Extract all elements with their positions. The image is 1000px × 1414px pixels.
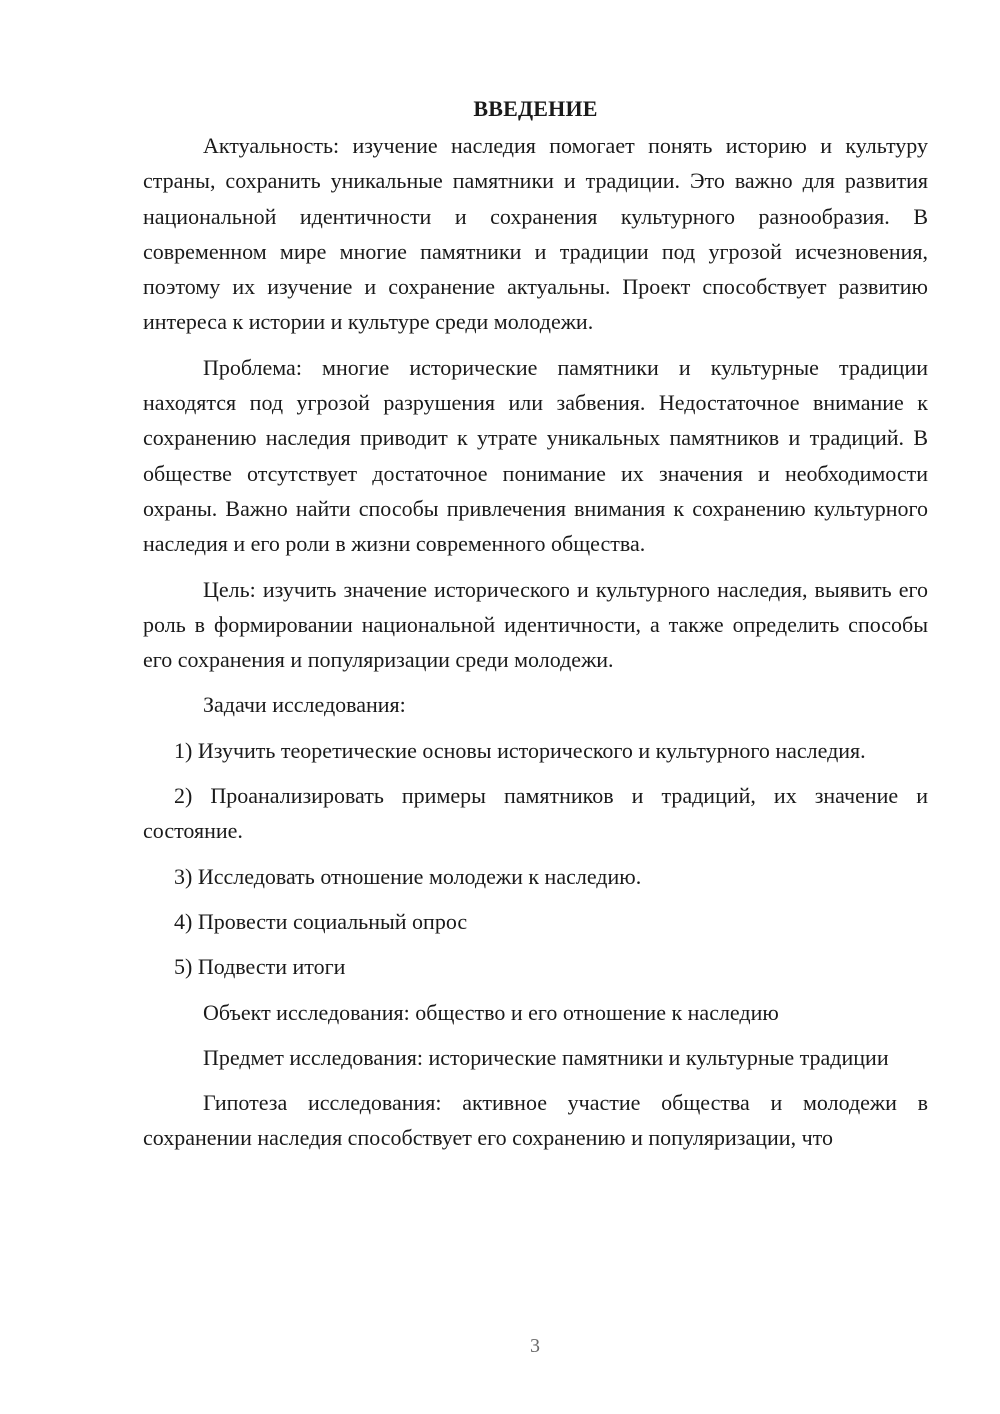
problem-paragraph: Проблема: многие исторические памятники и культурные традиции находятся под угрозой разрушения или забвения. Недостаточное внимание к сохранению наследия приводит к утрате уникальных памятников и традиций. В обществе отсутствует достаточное понимание их значения и необходимости охраны. Важно найти способы привлечения внимания к сохранению культурного наследия и его роли в жизни современного общества.: [143, 354, 928, 557]
tasks-list: [143, 733, 928, 985]
task-item: 4) Провести социальный опрос: [174, 908, 468, 934]
tasks-heading: Задачи исследования:: [203, 692, 406, 718]
task-item: 3) Исследовать отношение молодежи к наследию.: [174, 863, 642, 889]
research-subject-paragraph: Предмет исследования: исторические памятники и культурные традиции: [203, 1044, 889, 1070]
research-object-paragraph: Объект исследования: общество и его отношение к наследию: [203, 999, 779, 1025]
goal-paragraph: Цель: изучить значение исторического и культурного наследия, выявить его роль в формировании национальной идентичности, а также определить способы его сохранения и популяризации среди молодежи.: [143, 576, 928, 673]
page-body: [143, 94, 928, 1166]
task-item: 2) Проанализировать примеры памятников и традиций, их значение и состояние.: [143, 783, 928, 844]
section-heading: ВВЕДЕНИЕ: [473, 96, 598, 121]
task-item: 1) Изучить теоретические основы исторического и культурного наследия.: [174, 737, 866, 763]
hypothesis-paragraph: Гипотеза исследования: активное участие общества и молодежи в сохранении наследия способствует его сохранению и популяризации, что: [143, 1090, 928, 1151]
task-item: 5) Подвести итоги: [174, 954, 346, 980]
page-number: 3: [530, 1335, 540, 1357]
relevance-paragraph: Актуальность: изучение наследия помогает понять историю и культуру страны, сохранить уникальные памятники и традиции. Это важно для развития национальной идентичности и сохранения культурного разнообразия. В современном мире многие памятники и традиции под угрозой исчезновения, поэтому их изучение и сохранение актуальны. Проект способствует развитию интереса к истории и культуре среди молодежи.: [143, 133, 928, 335]
